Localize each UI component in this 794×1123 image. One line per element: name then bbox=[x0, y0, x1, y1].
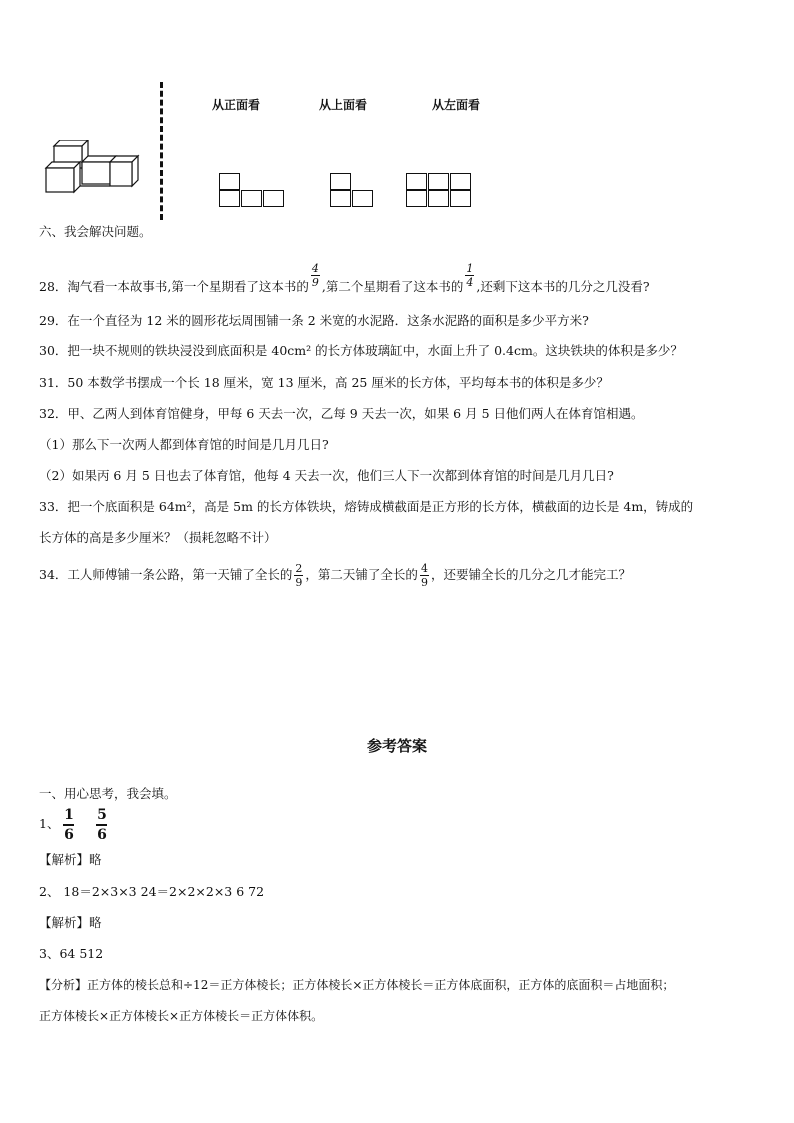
view-label-left: 从左面看 bbox=[432, 98, 481, 112]
answer-1-analysis: 【解析】略 bbox=[39, 852, 102, 867]
answer-2-analysis: 【解析】略 bbox=[39, 915, 102, 930]
answer-3-analysis-line-1: 【分析】正方体的棱长总和÷12＝正方体棱长；正方体棱长×正方体棱长＝正方体底面积，正方体的底面积＝占地面积； bbox=[39, 978, 675, 992]
fraction-2-9: $\frac{2}{9}$ bbox=[295, 562, 303, 589]
question-31: 31．50 本数学书摆成一个长 18 厘米，宽 13 厘米，高 25 厘米的长方体，平均每本书的体积是多少？ bbox=[39, 375, 609, 390]
answer-3: 3、64 512 bbox=[39, 946, 104, 961]
view-label-front: 从正面看 bbox=[212, 98, 261, 112]
question-29: 29．在一个直径为 12 米的圆形花坛周围铺一条 2 米宽的水泥路．这条水泥路的面积是多少平方米? bbox=[39, 313, 589, 328]
answer-3-analysis-line-2: 正方体棱长×正方体棱长×正方体棱长＝正方体体积。 bbox=[39, 1009, 324, 1023]
answer-2: 2、 18＝2×3×3 24＝2×2×2×3 6 72 bbox=[39, 884, 265, 899]
fraction-4-9: $\frac{4}{9}$ bbox=[420, 562, 428, 589]
question-33-line-1: 33．把一个底面积是 64m²，高是 5m 的长方体铁块，熔铸成横截面是正方形的长方体，横截面的边长是 4m，铸成的 bbox=[39, 499, 694, 514]
answer-1: 1、 $\frac{1}{6}$ $\frac{5}{6}$ bbox=[39, 806, 107, 843]
question-30: 30．把一块不规则的铁块浸没到底面积是 40cm² 的长方体玻璃缸中，水面上升了 0.4cm。这块铁块的体积是多少？ bbox=[39, 343, 683, 358]
answers-title: 参考答案 bbox=[366, 737, 427, 755]
fraction-1-4: $\frac{1}{4}$ bbox=[466, 262, 474, 289]
question-33-line-2: 长方体的高是多少厘米？（损耗忽略不计） bbox=[39, 530, 277, 545]
fraction-4-9: $\frac{4}{9}$ bbox=[311, 262, 319, 289]
view-label-top: 从上面看 bbox=[319, 98, 368, 112]
question-32: 32．甲、乙两人到体育馆健身，甲每 6 天去一次，乙每 9 天去一次，如果 6 月 5 日他们两人在体育馆相遇。 bbox=[39, 406, 644, 421]
dashed-divider bbox=[160, 82, 163, 220]
question-32-part-2: （2）如果丙 6 月 5 日也去了体育馆，他每 4 天去一次，他们三人下一次都到体育馆的时间是几月几日? bbox=[39, 468, 614, 483]
question-32-part-1: （1）那么下一次两人都到体育馆的时间是几月几日? bbox=[39, 437, 329, 452]
question-28: 28．淘气看一本故事书,第一个星期看了这本书的 $\frac{4}{9}$ ,第二个星期看了这本书的 $\frac{1}{4}$ ,还剩下这本书的几分之几没看? bbox=[39, 262, 650, 294]
fraction-1-6: $\frac{1}{6}$ bbox=[64, 806, 74, 843]
fraction-5-6: $\frac{5}{6}$ bbox=[97, 806, 107, 843]
question-34: 34．工人师傅铺一条公路，第一天铺了全长的 $\frac{2}{9}$ ，第二天铺了全长的 $\frac{4}{9}$ ，还要铺全长的几分之几才能完工？ bbox=[39, 562, 631, 589]
answers-section-1: 一、用心思考，我会填。 bbox=[39, 786, 177, 801]
section-6-heading: 六、我会解决问题。 bbox=[39, 224, 152, 239]
cube-stack-figure bbox=[40, 140, 145, 200]
